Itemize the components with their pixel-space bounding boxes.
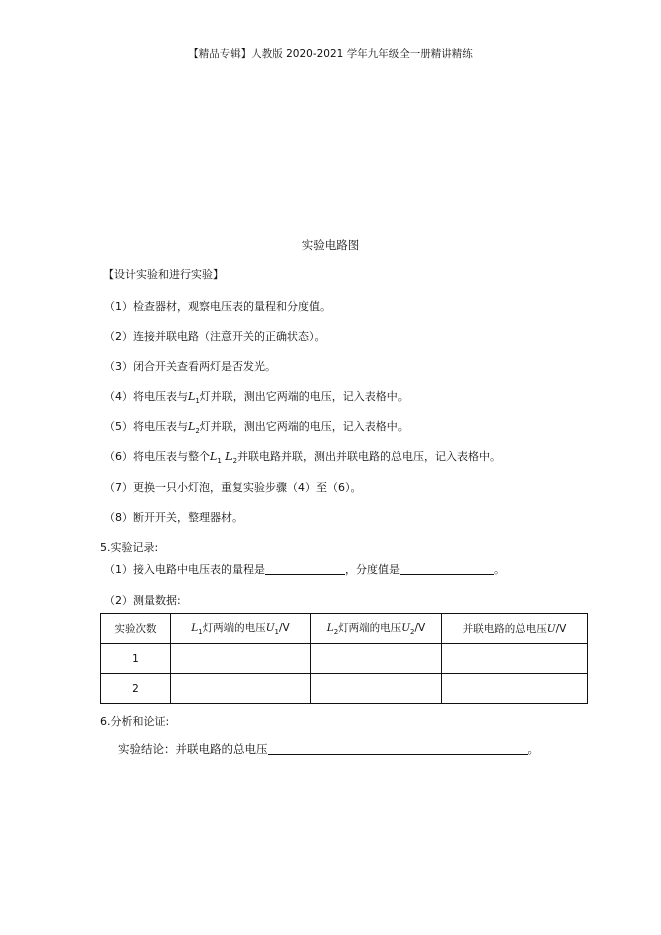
analysis-section-title: 6.分析和论证: — [100, 715, 170, 728]
l1-voltage-cell[interactable] — [171, 644, 311, 674]
record-section-title: 5.实验记录: — [100, 541, 159, 554]
l2-voltage-cell[interactable] — [311, 674, 442, 704]
conclusion-line: 实验结论：并联电路的总电压 。 — [118, 742, 539, 756]
l1-voltage-cell[interactable] — [171, 674, 311, 704]
step-8: （8）断开开关，整理器材。 — [104, 511, 243, 524]
range-line: （1）接入电路中电压表的量程是 ，分度值是 。 — [104, 563, 505, 576]
header-l1-voltage: $L_1$灯两端的电压$U_1/V$ — [171, 614, 311, 644]
division-blank[interactable] — [400, 562, 494, 575]
trial-number-cell: 1 — [101, 644, 171, 674]
step-4: （4）将电压表与$L_1$灯并联，测出它两端的电压，记入表格中。 — [104, 390, 409, 406]
measurement-table — [100, 613, 588, 704]
page-header: 【精品专辑】人教版 2020-2021 学年九年级全一册精讲精练 — [188, 48, 473, 60]
table-row — [101, 674, 588, 704]
step-5: （5）将电压表与$L_2$灯并联，测出它两端的电压，记入表格中。 — [104, 420, 409, 436]
total-voltage-cell[interactable] — [442, 674, 588, 704]
conclusion-blank[interactable] — [268, 742, 528, 755]
table-header-row — [101, 614, 588, 644]
header-trial-count: 实验次数 — [101, 614, 171, 644]
step-1: （1）检查器材，观察电压表的量程和分度值。 — [104, 300, 331, 313]
figure-caption: 实验电路图 — [301, 238, 360, 252]
step-6: （6）将电压表与整个$L_1$ $L_2$并联电路并联，测出并联电路的总电压，记入表格中。 — [104, 450, 502, 466]
range-blank[interactable] — [265, 562, 345, 575]
design-section-title: 【设计实验和进行实验】 — [103, 268, 224, 281]
measure-label: （2）测量数据: — [104, 594, 181, 607]
step-2: （2）连接并联电路（注意开关的正确状态）。 — [104, 330, 326, 343]
step-7: （7）更换一只小灯泡，重复实验步骤（4）至（6）。 — [104, 481, 362, 494]
header-total-voltage: 并联电路的总电压U/V — [442, 614, 588, 644]
step-3: （3）闭合开关查看两灯是否发光。 — [104, 360, 276, 373]
l2-voltage-cell[interactable] — [311, 644, 442, 674]
header-l2-voltage: $L_2$灯两端的电压$U_2/V$ — [311, 614, 442, 644]
table-row — [101, 644, 588, 674]
trial-number-cell: 2 — [101, 674, 171, 704]
total-voltage-cell[interactable] — [442, 644, 588, 674]
